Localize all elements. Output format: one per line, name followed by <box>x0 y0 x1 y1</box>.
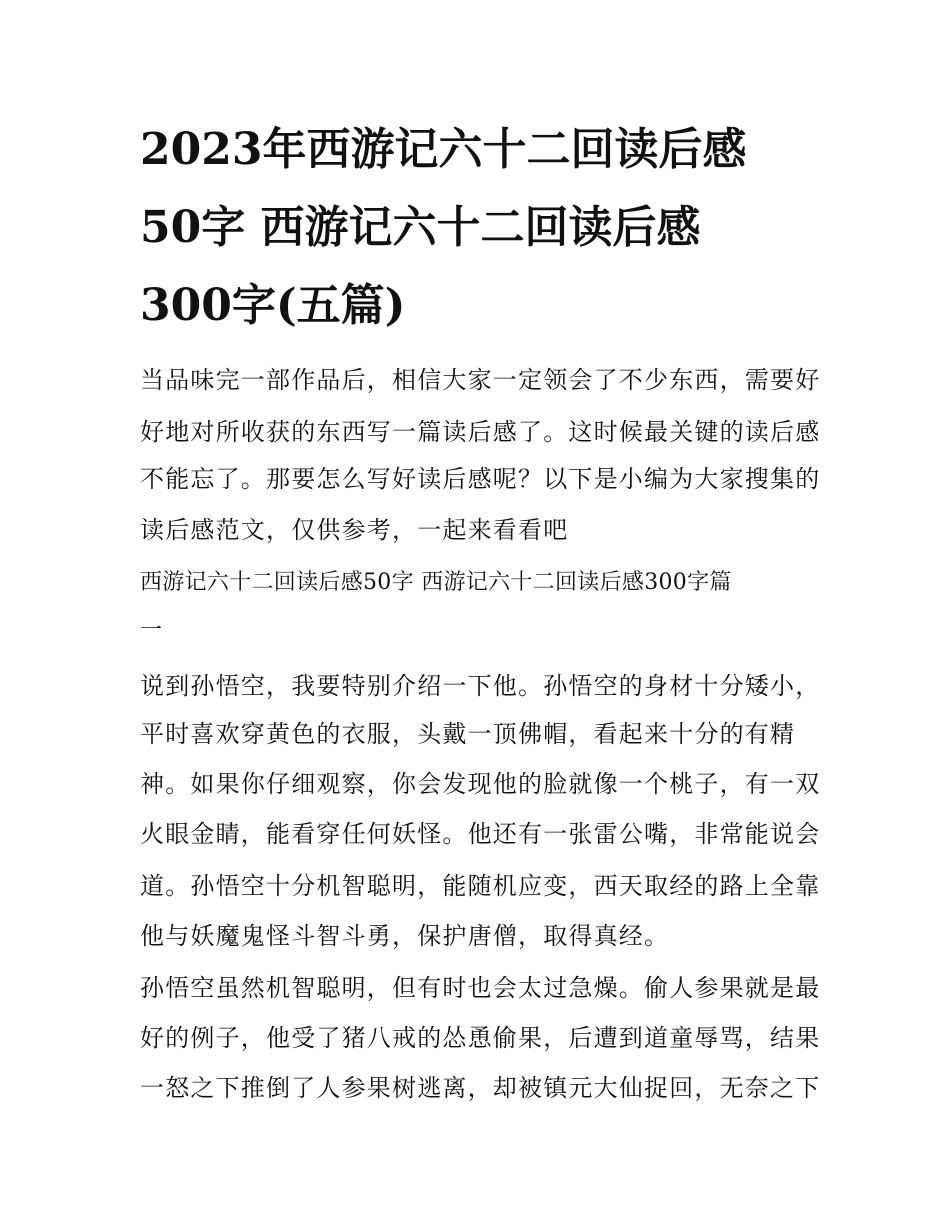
paragraph1-line-2: 平时喜欢穿黄色的衣服，头戴一顶佛帽，看起来十分的有精 <box>140 720 796 748</box>
paragraph2-line-2: 好的例子，他受了猪八戒的怂恿偷果，后遭到道童辱骂，结果 <box>140 1024 821 1052</box>
section-heading-line-1: 西游记六十二回读后感50字 西游记六十二回读后感300字篇 <box>140 570 732 595</box>
paragraph1-line-6: 他与妖魔鬼怪斗智斗勇，保护唐僧，取得真经。 <box>140 922 670 950</box>
paragraph2-line-3: 一怒之下推倒了人参果树逃离，却被镇元大仙捉回，无奈之下 <box>140 1074 821 1102</box>
paragraph1-line-1: 说到孙悟空，我要特别介绍一下他。孙悟空的身材十分矮小， <box>140 672 821 700</box>
paragraph1-line-4: 火眼金睛，能看穿任何妖怪。他还有一张雷公嘴，非常能说会 <box>140 820 821 848</box>
document-title-line-2: 50字 西游记六十二回读后感 <box>140 202 701 253</box>
intro-line-1: 当品味完一部作品后，相信大家一定领会了不少东西，需要好 <box>140 366 821 394</box>
section-heading-line-2: 一 <box>140 618 163 643</box>
intro-line-2: 好地对所收获的东西写一篇读后感了。这时候最关键的读后感 <box>140 418 821 446</box>
paragraph1-line-5: 道。孙悟空十分机智聪明，能随机应变，西天取经的路上全靠 <box>140 872 821 900</box>
paragraph2-line-1: 孙悟空虽然机智聪明，但有时也会太过急燥。偷人参果就是最 <box>140 974 821 1002</box>
paragraph1-line-3: 神。如果你仔细观察，你会发现他的脸就像一个桃子，有一双 <box>140 770 821 798</box>
document-title-line-1: 2023年西游记六十二回读后感 <box>140 124 747 175</box>
intro-line-4: 读后感范文，仅供参考，一起来看看吧 <box>140 516 569 544</box>
intro-line-3: 不能忘了。那要怎么写好读后感呢？以下是小编为大家搜集的 <box>140 465 821 493</box>
document-title-line-3: 300字(五篇) <box>140 280 406 331</box>
